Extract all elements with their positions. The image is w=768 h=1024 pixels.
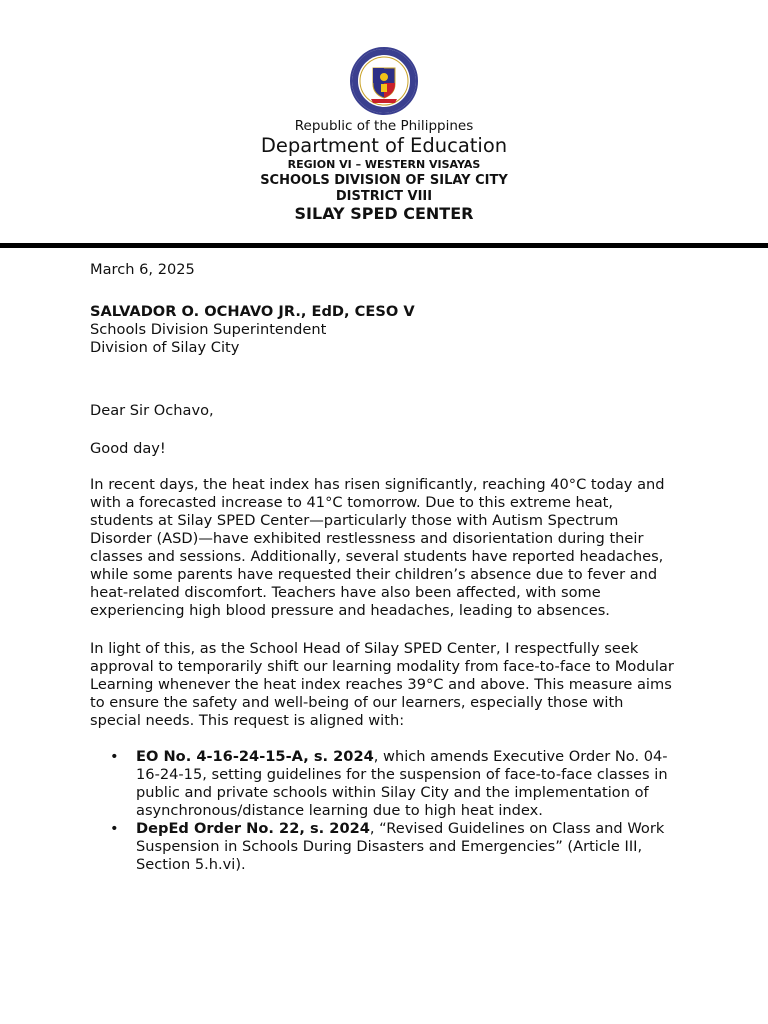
department-title: Department of Education — [260, 134, 508, 157]
salutation: Dear Sir Ochavo, — [90, 402, 214, 419]
school-name: SILAY SPED CENTER — [294, 204, 474, 223]
recipient-office: Division of Silay City — [90, 339, 240, 356]
bullet-icon: • — [110, 748, 119, 765]
recipient-title: Schools Division Superintendent — [90, 321, 327, 338]
policy-description: , “Revised Guidelines on Class and Work Suspension in Schools During Disasters and Emergencies” (Article III, Section 5.h.vi). — [136, 820, 665, 873]
header-divider — [0, 243, 768, 248]
deped-seal-icon — [349, 46, 419, 116]
list-item — [90, 820, 670, 874]
country-line: Republic of the Philippines — [294, 118, 474, 134]
region-line: REGION VI – WESTERN VISAYAS — [287, 158, 481, 171]
division-line: SCHOOLS DIVISION OF SILAY CITY — [260, 173, 508, 188]
recipient-name: SALVADOR O. OCHAVO JR., EdD, CESO V — [90, 303, 415, 320]
policy-list — [90, 748, 670, 874]
policy-reference: DepEd Order No. 22, s. 2024 — [136, 820, 370, 837]
policy-description: , which amends Executive Order No. 04-16-24-15, setting guidelines for the suspension of face-to-face classes in public and private schools within Silay City and the implementation of asynchronous/distance learning due to high heat index. — [136, 748, 668, 819]
policy-reference: EO No. 4-16-24-15-A, s. 2024 — [136, 748, 374, 765]
paragraph-heat-impact: In recent days, the heat index has risen significantly, reaching 40°C today and with a forecasted increase to 41°C tomorrow. Due to this extreme heat, students at Silay SPED Center—particularly those with Autism Spectrum Disorder (ASD)—have exhibited restlessness and disorientation during their classes and sessions. Additionally, several students have reported headaches, while some parents have requested their children’s absence due to fever and heat-related discomfort. Teachers have also been affected, with some experiencing high blood pressure and headaches, leading to absences. — [90, 476, 665, 619]
greeting: Good day! — [90, 440, 166, 457]
bullet-icon: • — [110, 820, 119, 837]
district-line: DISTRICT VIII — [335, 189, 433, 204]
list-item — [90, 748, 670, 820]
paragraph-request: In light of this, as the School Head of Silay SPED Center, I respectfully seek approval to temporarily shift our learning modality from face-to-face to Modular Learning whenever the heat index reaches 39°C and above. This measure aims to ensure the safety and well-being of our learners, especially those with special needs. This request is aligned with: — [90, 640, 674, 729]
letter-date: March 6, 2025 — [90, 261, 195, 278]
